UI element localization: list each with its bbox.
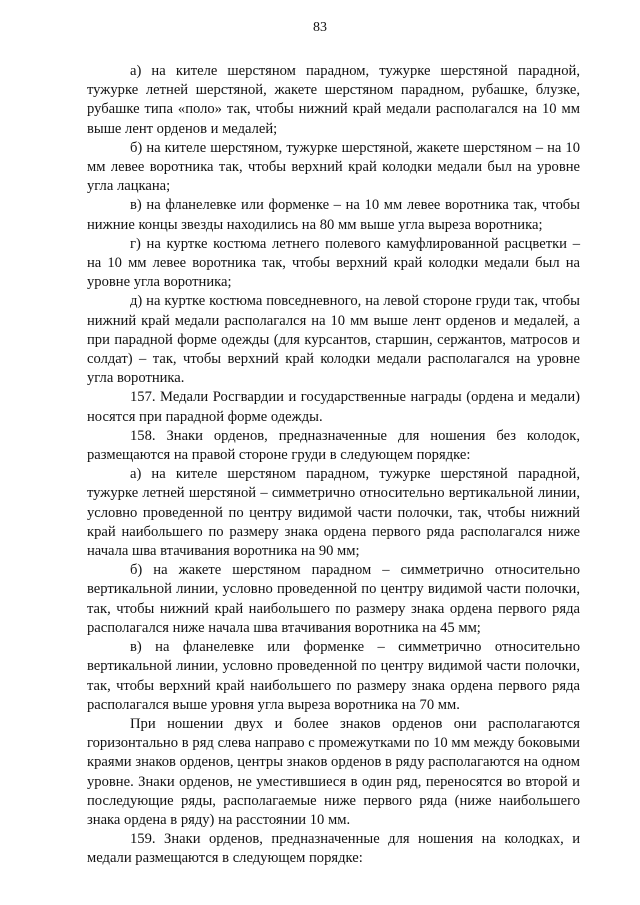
paragraph-159: 159. Знаки орденов, предназначенные для ношения на колодках, и медали размещаются в следующем порядке: [87,831,580,867]
paragraph-d-medal-daily-jacket: д) на куртке костюма повседневного, на левой стороне груди так, чтобы нижний край медали располагался на 10 мм выше лент орденов и медалей, а при парадной форме одежды (для курсантов, старшин, сержантов, матросов и солдат) – так, чтобы верхний край колодки медали располагался на уровне угла воротника. [87,293,580,387]
paragraph-g-medal-field-jacket: г) на куртке костюма летнего полевого камуфлированной расцветки – на 10 мм левее воротника так, чтобы верхний край колодки медали был на уровне угла воротника; [87,235,580,291]
paragraph-b-medal-tunic: б) на кителе шерстяном, тужурке шерстяной, жакете шерстяном – на 10 мм левее воротника так, чтобы верхний край колодки медали был на уровне угла лацкана; [87,139,580,195]
paragraph-157: 157. Медали Росгвардии и государственные награды (ордена и медали) носятся при парадной форме одежды. [87,389,580,425]
document-body [87,62,580,869]
paragraph-158-b: б) на жакете шерстяном парадном – симметрично относительно вертикальной линии, условно проведенной по центру видимой части полочки, так, чтобы нижний край наибольшего по размеру знака ордена первого ряда располагался ниже начала шва втачивания воротника на 45 мм; [87,562,580,636]
paragraph-158-a: а) на кителе шерстяном парадном, тужурке шерстяной парадной, тужурке летней шерстяной – симметрично относительно вертикальной линии, условно проведенной по центру видимой части полочки, так, чтобы нижний край наибольшего по размеру знака ордена первого ряда располагался ниже начала шва втачивания воротника на 90 мм; [87,466,580,560]
paragraph-158-v: в) на фланелевке или форменке – симметрично относительно вертикальной линии, условно проведенной по центру видимой части полочки, так, чтобы верхний край наибольшего по размеру знака ордена первого ряда располагался выше уровня угла выреза воротника на 70 мм. [87,639,580,713]
page-number: 83 [313,20,327,35]
paragraph-a-medal-tunic: а) на кителе шерстяном парадном, тужурке шерстяной парадной, тужурке летней шерстяной, жакете шерстяном парадном, рубашке, блузке, рубашке типа «поло» так, чтобы нижний край медали располагался на 10 мм выше лент орденов и медалей; [87,63,580,137]
paragraph-v-medal-flannel: в) на фланелевке или форменке – на 10 мм левее воротника так, чтобы нижние концы звезды находились на 80 мм выше угла выреза воротника; [87,197,580,233]
paragraph-158: 158. Знаки орденов, предназначенные для ношения без колодок, размещаются на правой стороне груди в следующем порядке: [87,427,580,464]
paragraph-order-rows: При ношении двух и более знаков орденов они располагаются горизонтально в ряд слева направо с промежутками по 10 мм между боковыми краями знаков орденов, центры знаков орденов в ряду располагаются на одном уровне. Знаки орденов, не уместившиеся в один ряд, переносятся во второй и последующие ряды, располагаемые ниже первого ряда (ниже наибольшего знака ордена в ряду) на расстоянии 10 мм. [87,715,580,828]
